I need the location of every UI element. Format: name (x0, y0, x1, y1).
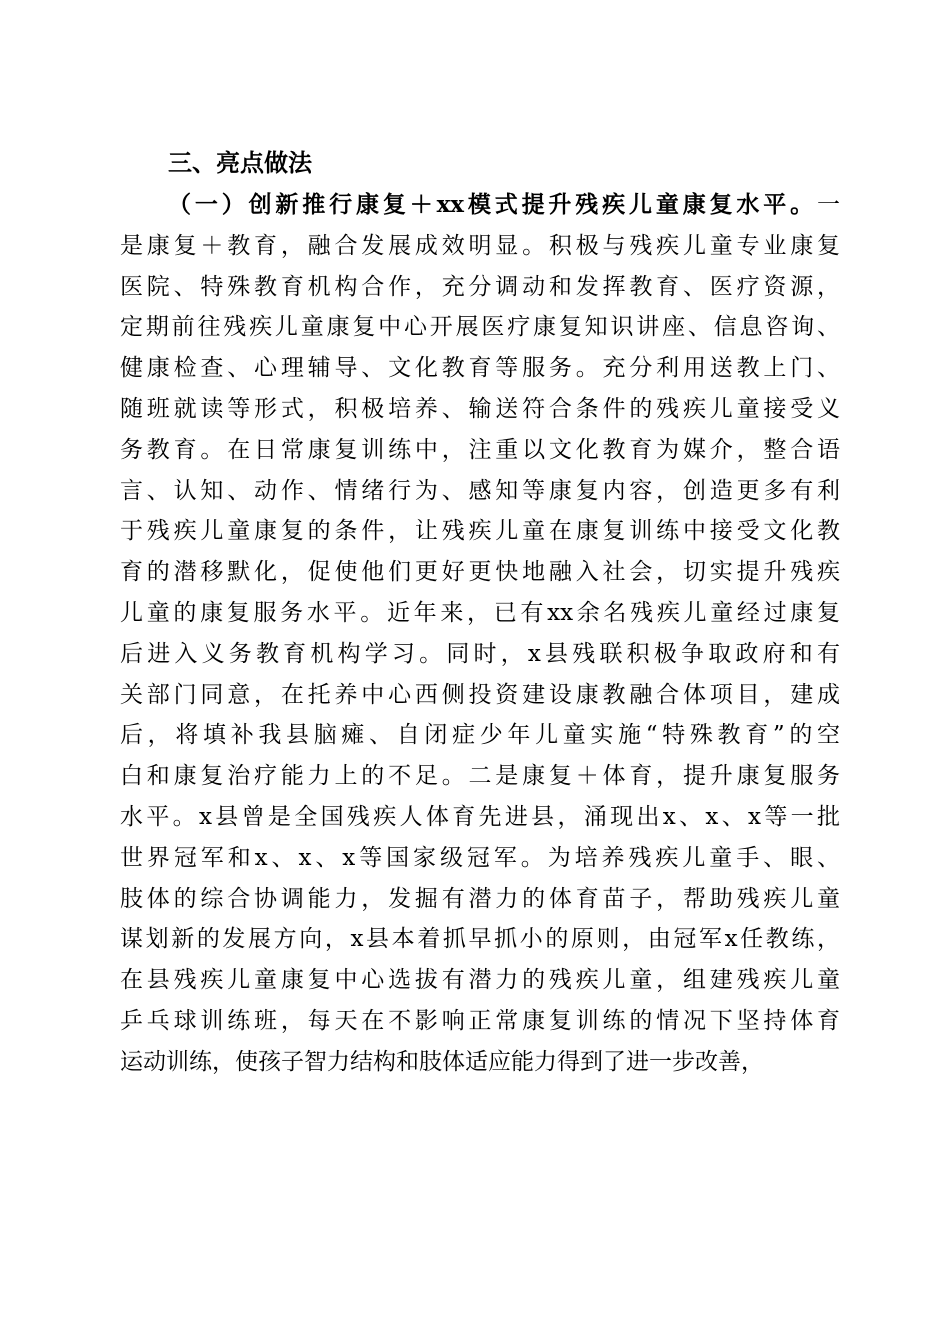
text-line (120, 185, 840, 226)
section-heading: 三、亮点做法 (168, 149, 312, 177)
text-line: 医院、特殊教育机构合作，充分调动和发挥教育、医疗资源， (120, 273, 840, 300)
text-line: 健康检查、心理辅导、文化教育等服务。充分利用送教上门、 (120, 355, 840, 382)
text-line: 后进入义务教育机构学习。同时，x县残联积极争取政府和有 (120, 640, 840, 667)
text-line: 谋划新的发展方向，x县本着抓早抓小的原则，由冠军x任教练， (120, 926, 840, 953)
text-line: 儿童的康复服务水平。近年来，已有xx余名残疾儿童经过康复 (120, 599, 840, 626)
text-line: 后，将填补我县脑瘫、自闭症少年儿童实施“特殊教育”的空 (120, 722, 840, 749)
text-line: 务教育。在日常康复训练中，注重以文化教育为媒介，整合语 (120, 436, 840, 463)
text-line: 育的潜移默化，促使他们更好更快地融入社会，切实提升残疾 (120, 559, 840, 586)
text-line: 在县残疾儿童康复中心选拔有潜力的残疾儿童，组建残疾儿童 (120, 967, 840, 994)
text-line: 肢体的综合协调能力，发掘有潜力的体育苗子，帮助残疾儿童 (120, 885, 840, 912)
text-line: 白和康复治疗能力上的不足。二是康复＋体育，提升康复服务 (120, 763, 840, 790)
text-line: 于残疾儿童康复的条件，让残疾儿童在康复训练中接受文化教 (120, 518, 840, 545)
text-line: 运动训练，使孩子智力结构和肢体适应能力得到了进一步改善， (120, 1048, 764, 1075)
text-line: 关部门同意，在托养中心西侧投资建设康教融合体项目，建成 (120, 681, 840, 708)
text-line: 乒乓球训练班，每天在不影响正常康复训练的情况下坚持体育 (120, 1007, 840, 1034)
text-line: 定期前往残疾儿童康复中心开展医疗康复知识讲座、信息咨询、 (120, 314, 840, 341)
text-line: 是康复＋教育，融合发展成效明显。积极与残疾儿童专业康复 (120, 232, 840, 259)
text-line: 言、认知、动作、情绪行为、感知等康复内容，创造更多有利 (120, 477, 840, 504)
text-line: 水平。x县曾是全国残疾人体育先进县，涌现出x、x、x等一批 (120, 803, 840, 830)
text-line-content: 一 (817, 192, 840, 218)
body-text (120, 185, 840, 1083)
paragraph-title: （一）创新推行康复＋xx模式提升残疾儿童康复水平。 (168, 191, 817, 218)
text-line: 世界冠军和x、x、x等国家级冠军。为培养残疾儿童手、眼、 (120, 844, 840, 871)
text-line: 随班就读等形式，积极培养、输送符合条件的残疾儿童接受义 (120, 395, 840, 422)
